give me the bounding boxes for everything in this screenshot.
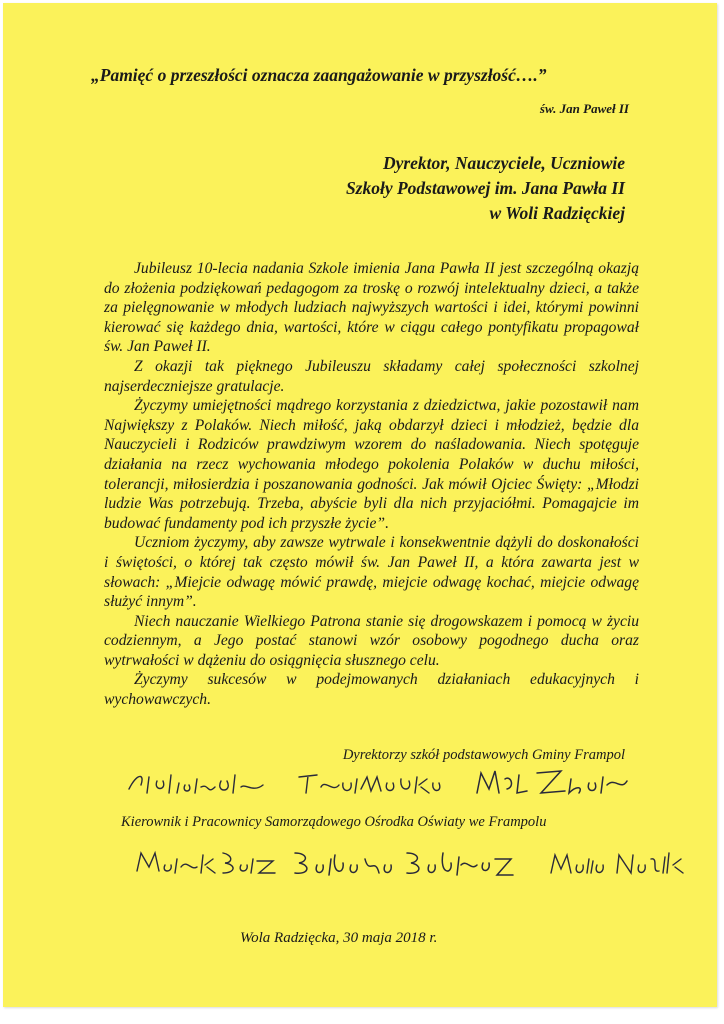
signature-row-1 <box>3 765 717 805</box>
addressee-line: Szkoły Podstawowej im. Jana Pawła II <box>345 178 625 198</box>
paragraph: Życzymy sukcesów w podejmowanych działaniach edukacyjnych i wychowawczych. <box>104 671 639 709</box>
paragraph: Jubileusz 10-lecia nadania Szkole imienia Jana Pawła II jest szczególną okazją do złożenia podziękowań pedagogom za troskę o rozwój intelektualny dzieci, a także za pielęgnowanie w młodych ludziach najwyższych wartości i idei, którymi powinni kierować się każdego dnia, wartości, które w ciągu całego pontyfikatu propagował św. Jan Paweł II. <box>104 260 639 356</box>
paragraph: Niech nauczanie Wielkiego Patrona stanie się drogowskazem i pomocą w życiu codziennym, a Jego postać stanowi wzór osobowy pogodnego ducha oraz wytrwałości w dążeniu do osiągnięcia słusznego celu. <box>104 612 639 669</box>
addressee-block <box>346 151 625 226</box>
paragraph: Życzymy umiejętności mądrego korzystania z dziedzictwa, jakie pozostawił nam Największy z Polaków. Niech miłość, jaką obdarzył dzieci i młodzież, będzie dla Nauczycieli i Rodziców prawdziwym wzorem do naśladowania. Niech spotęguje działania na rzecz wychowania młodego pokolenia Polaków w duchu miłości, tolerancji, miłosierdzia i poszanowania godności. Jak mówił Ojciec Święty: „Młodzi ludzie Was potrzebują. Trzeba, abyście byli dla nich przyjaciółmi. Pomagajcie im budować fundamenty pod ich przyszłe życie”. <box>104 397 639 532</box>
signature-5 <box>291 845 521 885</box>
motto-author: św. Jan Paweł II <box>539 101 629 116</box>
motto-quote: „Pamięć o przeszłości oznacza zaangażowanie w przyszłość….” <box>91 65 547 85</box>
signature-row-2 <box>3 845 717 885</box>
paragraph: Z okazji tak pięknego Jubileuszu składamy całej społeczności szkolnej najserdeczniejsze gratulacje. <box>104 357 639 395</box>
letter-body <box>104 259 639 710</box>
addressee-line: w Woli Radzięckiej <box>489 203 625 223</box>
signatories-schools: Dyrektorzy szkół podstawowych Gminy Frampol <box>342 747 625 763</box>
place-and-date: Wola Radzięcka, 30 maja 2018 r. <box>240 930 438 946</box>
signature-3 <box>471 765 631 805</box>
paragraph: Uczniom życzymy, aby zawsze wytrwale i konsekwentnie dążyli do doskonałości i świętości, o której tak często mówił św. Jan Paweł II, a która zawarta jest w słowach: „Miejcie odwagę mówić prawdę, miejcie odwagę kochać, miejcie odwagę służyć innym”. <box>104 534 639 611</box>
addressee-line: Dyrektor, Nauczyciele, Uczniowie <box>382 153 625 173</box>
letter-page <box>3 3 717 1007</box>
signature-2 <box>295 765 445 805</box>
signature-1 <box>123 765 273 805</box>
signature-6 <box>547 845 687 885</box>
signature-4 <box>133 845 283 885</box>
signatories-education-office: Kierownik i Pracownicy Samorządowego Ośrodka Oświaty we Frampolu <box>121 814 547 830</box>
